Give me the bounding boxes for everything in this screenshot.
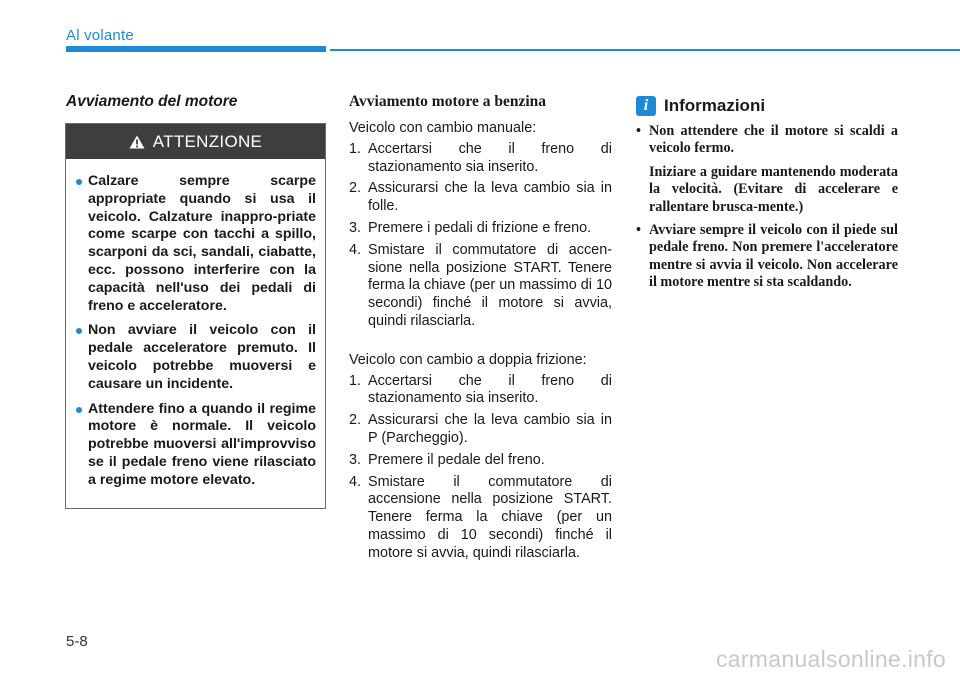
left-heading: Avviamento del motore <box>66 93 238 110</box>
warning-box <box>65 123 326 509</box>
header-rule-thin <box>330 49 960 51</box>
middle-column <box>349 93 612 567</box>
step-item: 2. Assicurarsi che la leva cambio sia in folle. <box>349 180 612 215</box>
step-item: 4. Smistare il commutatore di accensione nella posizione START. Tenere ferma la chiave (per un massimo di 10 secondi) finché il motore si avvia, quindi rilasciarla. <box>349 473 612 561</box>
warning-item: Attendere fino a quando il regime motore è normale. Il veicolo potrebbe muoversi all'improvviso se il pedale freno viene rilasciato a regime motore elevato. <box>88 401 316 490</box>
page-number: 5-8 <box>66 633 88 650</box>
info-title: Informazioni <box>664 96 766 115</box>
warning-item: Calzare sempre scarpe appropriate quando si usa il veicolo. Calzature inappro-priate come scarpe con tacchi a spillo, scarponi da sci, sandali, ciabatte, ecc. possono interferire con la capacità nell'uso dei pedali di freno e acceleratore. <box>88 173 316 315</box>
step-item: 2. Assicurarsi che la leva cambio sia in P (Parcheggio). <box>349 412 612 446</box>
info-item: • Avviare sempre il veicolo con il piede sul pedale freno. Non premere l'acceleratore mentre si avvia il veicolo. Non accelerare il motore mentre si sta scaldando. <box>636 222 898 291</box>
bullet-icon <box>76 407 82 413</box>
step-item: 1. Accertarsi che il freno di stazionamento sia inserito. <box>349 140 612 175</box>
warning-triangle-icon <box>129 135 145 149</box>
step-item: 3. Premere il pedale del freno. <box>349 451 545 468</box>
right-column <box>636 96 898 298</box>
manual-steps <box>349 141 612 331</box>
dct-intro: Veicolo con cambio a doppia frizione: <box>349 351 587 368</box>
warning-title: ATTENZIONE <box>152 131 263 151</box>
info-icon: i <box>636 96 656 116</box>
warning-item: Non avviare il veicolo con il pedale acceleratore premuto. Il veicolo potrebbe muoversi e causare un incidente. <box>88 322 316 393</box>
info-item: • Non attendere che il motore si scaldi a veicolo fermo. Iniziare a guidare mantenendo moderata la velocità. (Evitare di accelerare e rallentare brusca-mente.) <box>636 123 898 215</box>
manual-intro: Veicolo con cambio manuale: <box>349 120 537 136</box>
warning-list <box>66 159 325 490</box>
bullet-icon <box>76 328 82 334</box>
step-item: 3. Premere i pedali di frizione e freno. <box>349 219 592 236</box>
bullet-icon <box>76 179 82 185</box>
info-header <box>636 96 898 116</box>
middle-heading: Avviamento motore a benzina <box>349 93 547 110</box>
warning-header <box>66 124 325 159</box>
step-item: 1. Accertarsi che il freno di stazionamento sia inserito. <box>349 372 612 407</box>
step-item: 4. Smistare il commutatore di accen-sione nella posizione START. Tenere ferma la chiave (per un massimo di 10 secondi) finché il motore si avvia, quindi rilasciarla. <box>349 241 612 329</box>
watermark: carmanualsonline.info <box>715 646 946 672</box>
dct-steps <box>349 373 612 563</box>
info-list <box>636 123 898 292</box>
section-title: Al volante <box>66 27 134 44</box>
header-rule-thick <box>66 46 326 52</box>
